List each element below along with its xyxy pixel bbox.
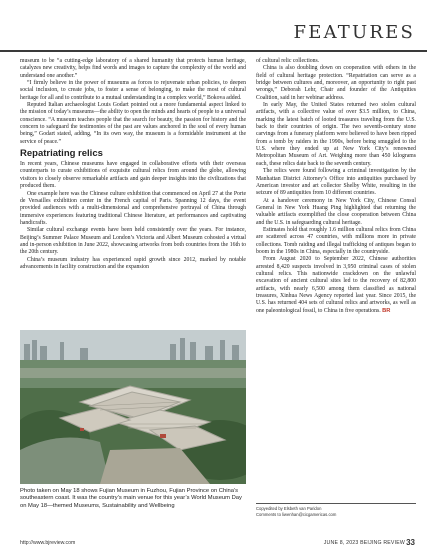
editor-notes — [256, 506, 416, 518]
footer-url[interactable]: http://www.bjreview.com — [20, 540, 76, 546]
article-paragraph: “I firmly believe in the power of museums as forces to rejuvenate urban policies, to deepen social inclusion, to create jobs, to foster a sense of belonging, to make the most of cultural heritage for all and to contribute to a mutual understanding in a complex world,” Bokova added. — [20, 80, 246, 101]
article-paragraph: At a handover ceremony in New York City, Chinese Consul General in New York Huang Ping highlighted that returning the valuable artifacts exemplified the close cooperation between China and the U.S. in safeguarding cultural heritage. — [256, 197, 416, 226]
article-paragraph: In early May, the United States returned two stolen cultural artifacts, with a collective value of over $3.5 million, to China, marking the latest batch of looted treasures traveling from the U.S. back to their countries of origin. The two seventh-century stone carvings from a funerary platform were believed to have been ripped from a tomb by raiders in the 1990s, before being smuggled to the U.S. where they ended up at New York City’s renowned Metropolitan Museum of Art. Weighing more than 450 kilograms each, these relics date back to the seventh century. — [256, 102, 416, 167]
article-paragraph: museum to be “a cutting-edge laboratory of a shared humanity that protects human heritage, catalyzes new creativity, helps find words and images to capture the complexity of the world and understand one another.” — [20, 58, 246, 79]
page-header — [0, 0, 427, 56]
article-paragraph: of cultural relic collections. — [256, 58, 320, 64]
header-rule — [0, 50, 427, 52]
section-title: FEATURES — [293, 22, 415, 43]
museum-aerial-illustration — [20, 330, 246, 484]
article-paragraph: China’s museum industry has experienced rapid growth since 2012, marked by notable advancements in facility construction and the expansion — [20, 256, 246, 270]
article-paragraph: Reputed Italian archaeologist Louis Godart pointed out a more fundamental aspect linked to the mission of today’s museums—the ability to open the minds and hearts of people to a universal conscience. “A museum teaches people that the search for beauty, the passion for history and the concern to safeguard the testimonies of the past are values anchored in the soul of every human being,” Godart stated, adding, “In its own way, the museum is a formidable instrument at the service of peace.” — [20, 102, 246, 145]
page-footer — [20, 538, 415, 548]
end-mark-icon: BR — [382, 307, 391, 314]
article-paragraph: The relics were found following a criminal investigation by the Manhattan District Attorney’s Office into antiquities purchased by American investor and art collector Shelby White, resulting in the seizure of 89 antiquities from 10 different countries. — [256, 168, 416, 197]
article-paragraph: In recent years, Chinese museums have engaged in collaborative efforts with their overseas counterparts to curate exhibitions of exquisite cultural relics from around the globe, allowing visitors to closely observe remarkable artifacts and gain deeper insights into the civilizations that produced them. — [20, 161, 246, 190]
article-paragraph-final — [256, 256, 416, 315]
copyedit-credit: Copyedited by Elsbeth van Paridon — [256, 506, 322, 511]
page-number: 33 — [406, 538, 415, 547]
footer-issue: JUNE 8, 2023 BEIJING REVIEW — [323, 540, 405, 546]
museum-photo — [20, 330, 246, 484]
article-paragraph: Estimates hold that roughly 1.6 million cultural relics from China are scattered across 47 countries, with millions more in private collections. Tomb raiding and illegal trafficking of antiques began to boom in the 1980s in China, especially in the countryside. — [256, 226, 416, 255]
article-paragraph: Similar cultural exchange events have been held consistently over the years. For instance, Beijing’s Summer Palace Museum and London’s Victoria and Albert Museum cohosted a virtual and in-person exhibition in June 2022, showcasing artworks from both countries from the 16th to the 20th century. — [20, 227, 246, 256]
right-column — [256, 58, 416, 315]
left-column — [20, 58, 246, 271]
article-paragraph: One example here was the Chinese culture exhibition that commenced on April 27 at the Porte de Versailles exhibition center in the French capital of Paris. Spanning 12 days, the event provided audiences with a multi-dimensional and comprehensive portrayal of China through immersive experiences featuring traditional Chinese literature, art performances and captivating handicrafts. — [20, 190, 246, 226]
final-paragraph-text: From August 2020 to September 2022, Chinese authorities arrested 8,420 suspects involved in 3,950 criminal cases of stolen cultural relics. This nationwide crackdown on the unlawful excavation of ancient cultural sites led to the recovery of 82,800 artifacts, with nearly 6,500 among them classified as national treasures, Xinhua News Agency reported last year. Since 2015, the U.S. has returned 404 sets of cultural relics and artworks, as well as one paleontological fossil, to China in five operations. — [256, 256, 416, 314]
photo-caption: Photo taken on May 18 shows Fujian Museum in Fuzhou, Fujian Province on China’s southeastern coast. It was the country’s main venue for this year’s World Museum Day on May 18—themed Museums, Sustainability and Wellbeing — [20, 488, 242, 509]
comments-contact: Comments to liwenhan@cicgamericas.com — [256, 512, 337, 517]
editor-notes-rule — [256, 503, 416, 504]
section-heading: Repatriating relics — [20, 148, 103, 160]
article-paragraph: China is also doubling down on cooperation with others in the field of cultural heritage protection. “Repatriation can serve as a bridge between cultures and, moreover, an opportunity to right past wrongs,” Deborah Lehr, Chair and founder of the Antiquities Coalition, said in her webinar address. — [256, 65, 416, 101]
